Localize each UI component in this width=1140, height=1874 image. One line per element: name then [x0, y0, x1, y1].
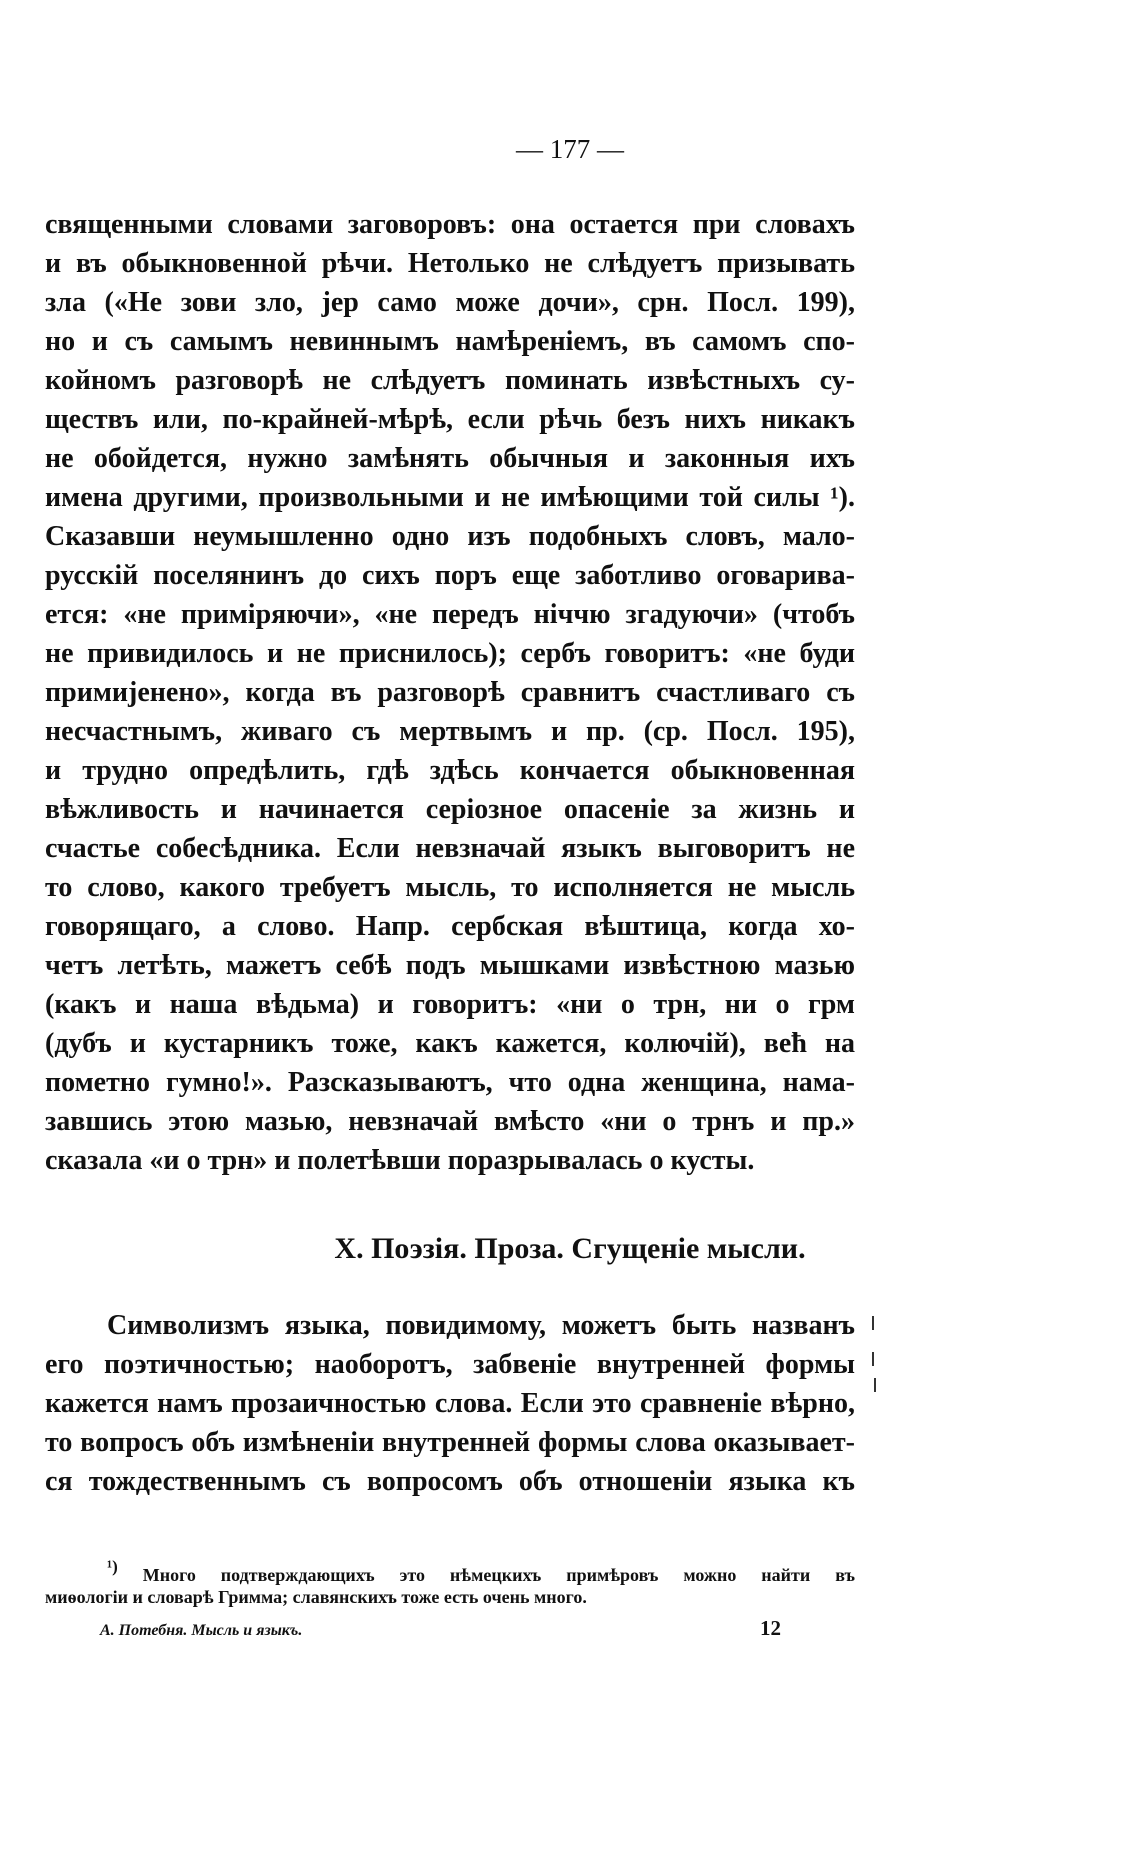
text-line: Символизмъ языка, повидимому, можетъ быть названъ	[107, 1310, 855, 1341]
text-line: и въ обыкновенной рѣчи. Нетолько не слѣдуетъ призывать	[45, 248, 855, 279]
signature-line: А. Потебня. Мысль и языкъ.	[100, 1622, 303, 1639]
text-line: и трудно опредѣлить, гдѣ здѣсь кончается обыкновенная	[45, 755, 855, 786]
text-line: кажется намъ прозаичностью слова. Если это сравненіе вѣрно,	[45, 1388, 855, 1419]
footnote-marker: ¹)	[107, 1557, 118, 1576]
margin-mark	[874, 1378, 876, 1392]
text-line: Сказавши неумышленно одно изъ подобныхъ словъ, мало-	[45, 521, 855, 552]
text-line: вѣжливость и начинается серіозное опасеніе за жизнь и	[45, 794, 855, 825]
text-line: пометно гумно!». Разсказываютъ, что одна женщина, нама-	[45, 1067, 855, 1098]
paragraph-continued	[45, 205, 855, 1180]
paragraph-symbolism	[45, 1306, 855, 1501]
text-line: его поэтичностью; наоборотъ, забвеніе внутренней формы	[45, 1349, 855, 1380]
text-line: но и съ самымъ невиннымъ намѣреніемъ, въ самомъ спо-	[45, 326, 855, 357]
text-line: то слово, какого требуетъ мысль, то исполняется не мысль	[45, 872, 855, 903]
text-line: четъ летѣть, мажетъ себѣ подъ мышками извѣстною мазью	[45, 950, 855, 981]
text-line: сказала «и о трн» и полетѣвши поразрывалась о кусты.	[45, 1145, 755, 1176]
text-line: то вопросъ объ измѣненіи внутренней формы слова оказывает-	[45, 1427, 855, 1458]
section-heading: X. Поэзія. Проза. Сгущеніе мысли.	[334, 1232, 806, 1265]
text-line: завшись этою мазью, невзначай вмѣсто «ни о трнъ и пр.»	[45, 1106, 855, 1137]
text-line: ется: «не приміряючи», «не передъ ніччю згадуючи» (чтобъ	[45, 599, 855, 630]
text-line: священными словами заговоровъ: она остается при словахъ	[45, 209, 855, 240]
text-line: не обойдется, нужно замѣнять обычныя и законныя ихъ	[45, 443, 855, 474]
text-line: не привидилось и не приснилось); сербъ говоритъ: «не буди	[45, 638, 855, 669]
text-line: счастье собесѣдника. Если невзначай языкъ выговоритъ не	[45, 833, 855, 864]
footnote-line: миѳологіи и словарѣ Гримма; славянскихъ тоже есть очень много.	[45, 1587, 587, 1607]
text-line: зла («Не зови зло, јер само може дочи», срн. Посл. 199),	[45, 287, 855, 318]
sheet-number: 12	[760, 1616, 781, 1640]
footnote	[45, 1552, 855, 1612]
text-line: койномъ разговорѣ не слѣдуетъ поминать извѣстныхъ су-	[45, 365, 855, 396]
text-line: ществъ или, по-крайней-мѣрѣ, если рѣчь безъ нихъ никакъ	[45, 404, 855, 435]
page-number: — 177 —	[516, 134, 624, 164]
text-line: ся тождественнымъ съ вопросомъ объ отношеніи языка къ	[45, 1466, 855, 1497]
footnote-text: Много подтверждающихъ это нѣмецкихъ примѣровъ можно найти въ	[142, 1565, 855, 1585]
text-line: имена другими, произвольными и не имѣющими той силы ¹).	[45, 482, 855, 513]
text-line: (дубъ и кустарникъ тоже, какъ кажется, колючій), већ на	[45, 1028, 855, 1059]
margin-mark	[872, 1316, 874, 1330]
text-line: примијенено», когда въ разговорѣ сравнитъ счастливаго съ	[45, 677, 855, 708]
text-line: несчастнымъ, живаго съ мертвымъ и пр. (ср. Посл. 195),	[45, 716, 855, 747]
text-line: русскій поселянинъ до сихъ поръ еще заботливо оговарива-	[45, 560, 855, 591]
text-line: говорящаго, а слово. Напр. сербская вѣштица, когда хо-	[45, 911, 855, 942]
text-line: (какъ и наша вѣдьма) и говоритъ: «ни о трн, ни о грм	[45, 989, 855, 1020]
footnote-line	[45, 1552, 855, 1585]
margin-mark	[872, 1352, 874, 1366]
